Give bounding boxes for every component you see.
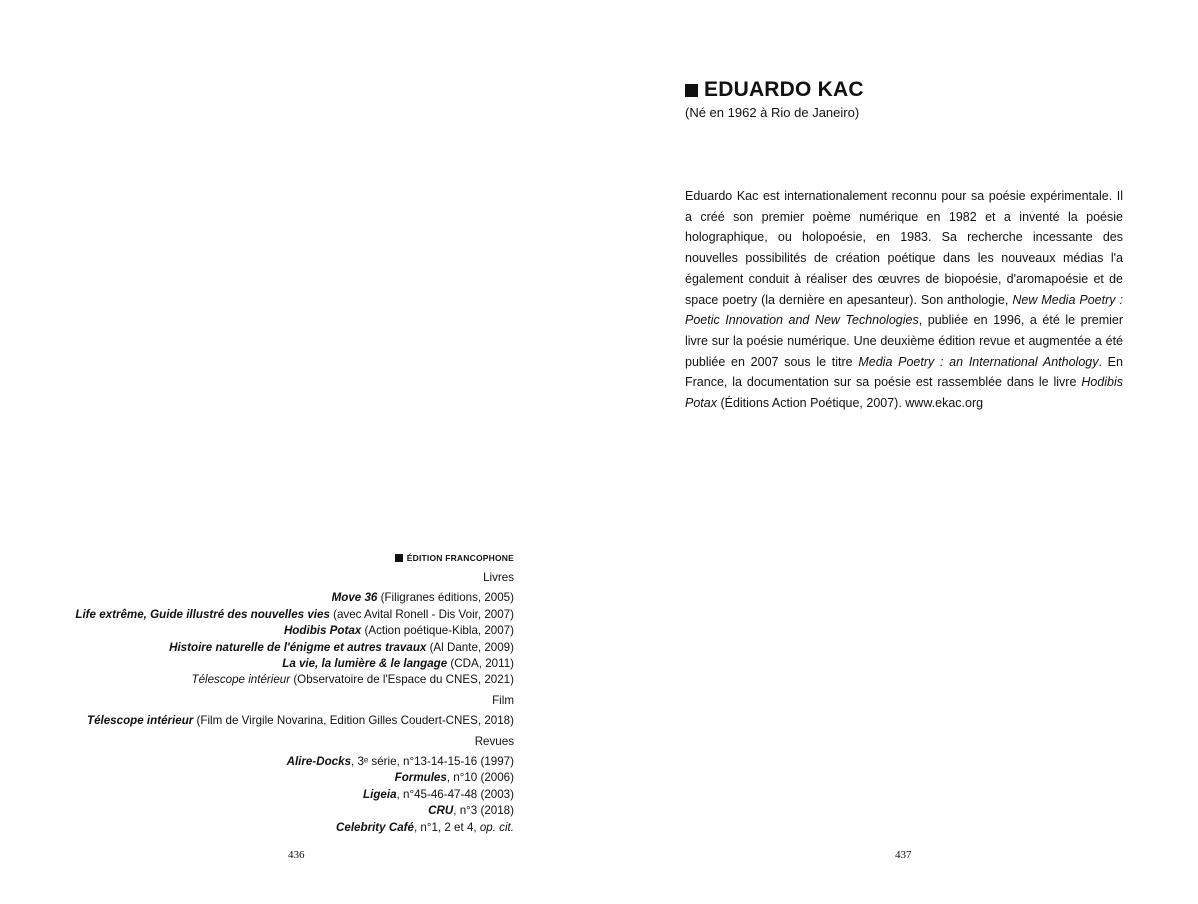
- film-entry: Télescope intérieur (Film de Virgile Novarina, Edition Gilles Coudert-CNES, 2018): [86, 714, 514, 728]
- square-bullet-icon: [685, 84, 698, 97]
- page-number: 436: [288, 849, 305, 861]
- page-number: 437: [895, 849, 912, 861]
- author-biography: Eduardo Kac est internationalement reconnu pour sa poésie expérimentale. Il a créé son premier poème numérique en 1982 et a inventé la poésie holographique, ou holopoésie, en 1983. Sa recherche incessante des nouvelles possibilités de création poétique dans les nouveaux médias l'a également conduit à réaliser des œuvres de biopoésie, d'aromapoésie et de space poetry (la dernière en apesanteur). Son anthologie, New Media Poetry : Poetic Innovation and New Technologies, publiée en 1996, a été le premier livre sur la poésie numérique. Une deuxième édition revue et augmentée a été publiée en 2007 sous le titre Media Poetry : an International Anthology. En France, la documentation sur sa poésie est rassemblée dans le livre Hodibis Potax (Éditions Action Poétique, 2007). www.ekac.org: [685, 189, 1123, 411]
- journal-entry: CRU, n°3 (2018): [428, 804, 514, 818]
- journal-entry: Alire-Docks, 3ᵉ série, n°13-14-15-16 (1997): [286, 755, 514, 769]
- book-entry: Hodibis Potax (Action poétique-Kibla, 2007): [283, 624, 514, 638]
- journal-entry: Celebrity Café, n°1, 2 et 4, op. cit.: [336, 820, 514, 834]
- right-page: [599, 0, 1198, 904]
- author-name: EDUARDO KAC: [685, 78, 864, 102]
- book-entry: Histoire naturelle de l'énigme et autres travaux (Al Dante, 2009): [169, 640, 514, 654]
- category-books: Livres: [483, 571, 514, 584]
- square-bullet-icon: [395, 554, 403, 562]
- book-entry: Télescope intérieur (Observatoire de l'Espace du CNES, 2021): [191, 673, 514, 687]
- journal-entry: Ligeia, n°45-46-47-48 (2003): [363, 787, 514, 801]
- journal-entry: Formules, n°10 (2006): [394, 771, 514, 785]
- category-journals: Revues: [474, 734, 514, 748]
- book-entry: Life extrême, Guide illustré des nouvelles vies (avec Avital Ronell - Dis Voir, 2007): [75, 607, 514, 621]
- book-entry: Move 36 (Filigranes éditions, 2005): [331, 591, 514, 605]
- category-film: Film: [492, 693, 514, 707]
- author-birth: (Né en 1962 à Rio de Janeiro): [685, 105, 860, 120]
- section-title: ÉDITION FRANCOPHONE: [54, 551, 514, 565]
- author-header: [685, 78, 864, 121]
- bibliography: [54, 551, 514, 836]
- book-entry: La vie, la lumière & le langage (CDA, 2011): [282, 657, 514, 671]
